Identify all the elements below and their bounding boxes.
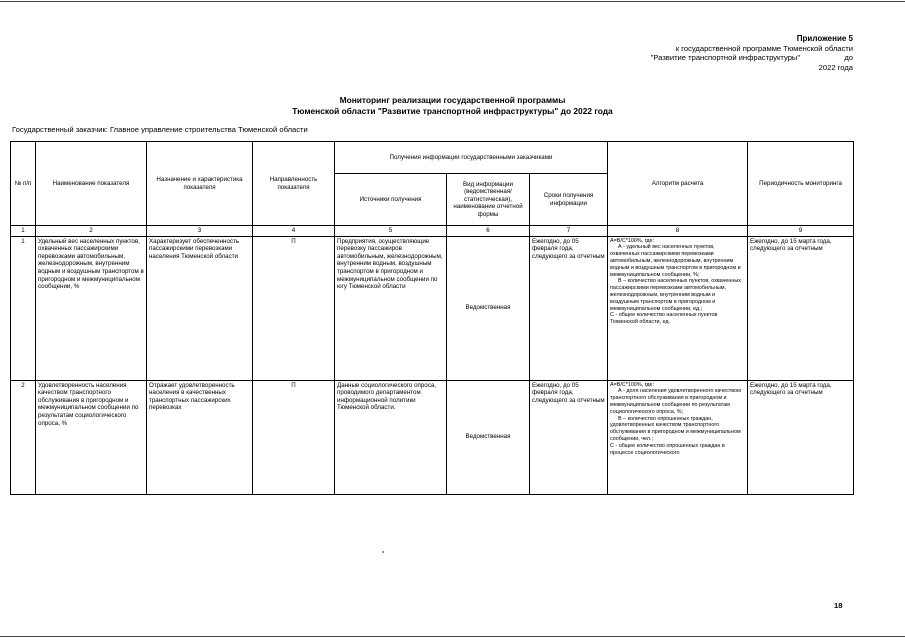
header-name: Наименование показателя <box>36 142 147 226</box>
info-sources: Данные социологического опроса, проводимого департаментом информационной политики Тюменской области. <box>335 380 447 494</box>
header-period: Периодичность мониторинга <box>748 142 854 226</box>
header-info-type: Вид информации (ведомственная/ статистическая), наименование отчетной формы <box>447 174 530 226</box>
algo-a-definition: А - доля населения удовлетворенного качеством транспортного обслуживания в пригородном и межмуниципальном сообщении по результатам социологического опроса, %; <box>610 388 741 415</box>
monitoring-table <box>10 141 854 495</box>
indicator-direction: П <box>253 236 335 380</box>
col-number: 7 <box>530 226 608 237</box>
state-customer: Государственный заказчик: Главное управление строительства Тюменской области <box>12 125 308 134</box>
indicator-name: Удовлетворенность населения качеством транспортного обслуживания в пригородном и межмуниципальном сообщении по результатам социологического опроса, % <box>36 380 147 494</box>
col-number: 8 <box>608 226 748 237</box>
header-purpose: Назначение и характеристика показателя <box>147 142 253 226</box>
algo-a-definition: А - удельный вес населенных пунктов, охваченных пассажирскими перевозками автомобильным, железнодорожным, внутренним водным и воздушным транспортом в пригородном и межмуниципальном сообщении, %; <box>610 244 741 278</box>
col-number: 5 <box>335 226 447 237</box>
scan-speck <box>382 551 384 553</box>
header-algorithm: Алгоритм расчета <box>608 142 748 226</box>
monitoring-period: Ежегодно, до 15 марта года, следующего за отчетным <box>748 380 854 494</box>
appendix-line-1: к государственной программе Тюменской области <box>675 43 853 53</box>
document-title-line-2: Тюменской области "Развитие транспортной инфраструктуры" до 2022 года <box>292 106 613 116</box>
algo-c-definition: С - общее количество опрошенных граждан в процессе социологического <box>610 442 725 456</box>
info-deadline: Ежегодно, до 05 февраля года, следующего за отчетным <box>530 236 608 380</box>
appendix-until: до <box>844 53 853 63</box>
calc-algorithm <box>608 380 748 494</box>
info-type: Ведомственная <box>447 236 530 380</box>
indicator-purpose: Характеризует обеспеченность пассажирскими перевозками населения Тюменской области <box>147 236 253 380</box>
algo-formula: А=В/С*100%, где: <box>610 381 654 388</box>
col-number: 4 <box>253 226 335 237</box>
header-info-group: Получения информации государственными заказчиками <box>335 142 608 174</box>
col-number: 3 <box>147 226 253 237</box>
indicator-direction: П <box>253 380 335 494</box>
table-row <box>11 380 854 494</box>
column-number-row <box>11 226 854 237</box>
header-direction: Направленность показателя <box>253 142 335 226</box>
document-title-line-1: Мониторинг реализации государственной программы <box>339 95 566 105</box>
info-type: Ведомственная <box>447 380 530 494</box>
algo-c-definition: С - общее количество населенных пунктов Тюменской области, ед. <box>610 312 718 326</box>
info-sources: Предприятия, осуществляющие перевозку пассажиров автомобильным, железнодорожным, внутренним водным, воздушным транспортом в пригородном и межмуниципальном сообщении по югу Тюменской области <box>335 236 447 380</box>
col-number: 9 <box>748 226 854 237</box>
info-deadline: Ежегодно, до 05 февраля года, следующего за отчетным <box>530 380 608 494</box>
page-number: 18 <box>834 601 843 610</box>
algo-b-definition: В – количество опрошенных граждан, удовлетворенных качеством транспортного обслуживания в пригородном и межмуниципальном сообщении, чел.; <box>610 415 741 442</box>
row-num: 2 <box>11 380 36 494</box>
algo-b-definition: В – количество населенных пунктов, охваченных пассажирскими перевозками автомобильным, железнодорожным, внутренним водным и воздушным транспортом в пригородном и межмуниципальном сообщении, ед.; <box>610 278 741 312</box>
appendix-title: Приложение 5 <box>796 34 853 43</box>
algo-formula: А=В/С*100%, где: <box>610 237 654 244</box>
indicator-name: Удельный вес населенных пунктов, охваченных пассажирскими перевозками автомобильным, железнодорожным, внутренним водным и воздушным транспортом в пригородном и межмуниципальном сообщении, % <box>36 236 147 380</box>
appendix-line-3: 2022 года <box>818 62 853 72</box>
header-deadline: Сроки получения информации <box>530 174 608 226</box>
calc-algorithm <box>608 236 748 380</box>
appendix-header <box>493 34 853 72</box>
header-num: № п/п <box>11 142 36 226</box>
monitoring-period: Ежегодно, до 15 марта года, следующего за отчетным <box>748 236 854 380</box>
col-number: 2 <box>36 226 147 237</box>
scan-edge-bottom <box>0 636 905 637</box>
indicator-purpose: Отражает удовлетворенность населения в качественных транспортных пассажирских перевозках <box>147 380 253 494</box>
scan-edge-top <box>0 1 905 2</box>
col-number: 1 <box>11 226 36 237</box>
appendix-program-name: "Развитие транспортной инфраструктуры" <box>650 53 801 63</box>
col-number: 6 <box>447 226 530 237</box>
row-num: 1 <box>11 236 36 380</box>
table-row <box>11 236 854 380</box>
appendix-line-2 <box>493 53 853 63</box>
header-sources: Источники получения <box>335 174 447 226</box>
